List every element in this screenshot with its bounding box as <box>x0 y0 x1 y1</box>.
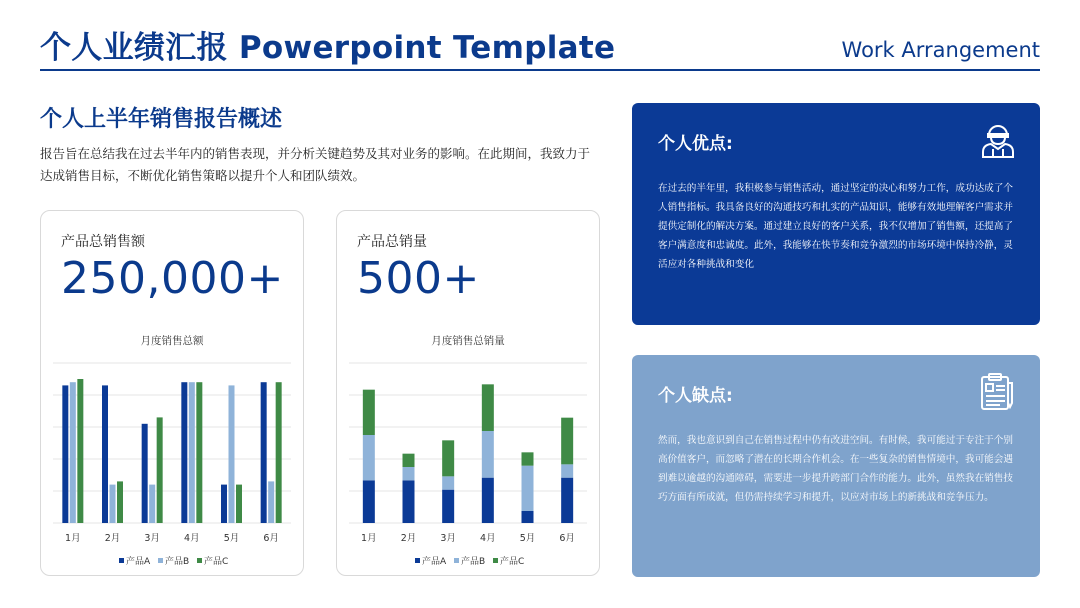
bar-产品B <box>363 435 375 480</box>
bar-产品A <box>181 382 187 523</box>
x-tick-label: 6月 <box>263 533 279 544</box>
bar-产品B <box>442 476 454 489</box>
legend-swatch <box>158 558 163 563</box>
x-tick-label: 2月 <box>400 533 417 544</box>
x-tick-label: 1月 <box>65 533 81 544</box>
x-tick-label: 2月 <box>104 533 121 544</box>
bar-产品A <box>482 478 494 523</box>
card-label: 产品总销量 <box>357 234 427 250</box>
bar-产品B <box>482 431 494 478</box>
page-title: 个人业绩汇报 Powerpoint Template <box>40 30 616 66</box>
legend-label: 产品C <box>204 557 229 567</box>
legend-label: 产品A <box>422 557 447 567</box>
legend-swatch <box>454 558 459 563</box>
legend-label: 产品A <box>126 557 151 567</box>
x-tick-label: 4月 <box>480 533 496 544</box>
panel-title: 个人优点: <box>658 134 733 154</box>
chart-title: 月度销售总额 <box>140 335 204 347</box>
legend-swatch <box>119 558 124 563</box>
bar-产品B <box>229 385 235 523</box>
bar-产品A <box>221 485 227 523</box>
bar-产品B <box>403 467 415 480</box>
panel-text: 然而，我也意识到自己在销售过程中仍有改进空间。有时候，我可能过于专注于个别高价值客户，而忽略了潜在的长期合作机会。在一些复杂的销售情境中，我可能会遇到难以逾越的沟通障碍，需要进一步提升跨部门合作的能力。此外，虽然我在销售技巧方面有所成就，但仍需持续学习和提升，以应对市场上的新挑战和竞争压力。 <box>658 435 1013 503</box>
bar-产品C <box>363 390 375 435</box>
x-tick-label: 3月 <box>440 533 456 544</box>
bar-产品A <box>142 424 148 523</box>
bar-产品A <box>363 480 375 523</box>
card-label: 产品总销售额 <box>61 234 145 250</box>
legend-label: 产品C <box>500 557 525 567</box>
bar-产品B <box>561 464 573 477</box>
bar-产品B <box>110 485 116 523</box>
bar-产品C <box>482 384 494 431</box>
bar-产品A <box>403 480 415 523</box>
chart-title: 月度销售总销量 <box>431 335 505 347</box>
card-value: 250,000+ <box>61 253 284 304</box>
legend-swatch <box>493 558 498 563</box>
x-tick-label: 3月 <box>144 533 160 544</box>
sales-volume-chart <box>337 351 599 575</box>
card-value: 500+ <box>357 253 480 304</box>
strengths-panel <box>632 103 1040 325</box>
legend-swatch <box>197 558 202 563</box>
bar-产品A <box>442 490 454 523</box>
header-divider <box>40 69 1040 71</box>
bar-产品C <box>442 440 454 476</box>
bar-产品A <box>62 385 68 523</box>
bar-产品A <box>261 382 267 523</box>
bar-产品C <box>196 382 202 523</box>
legend-label: 产品B <box>165 557 190 567</box>
summary-text: 报告旨在总结我在过去半年内的销售表现，并分析关键趋势及其对业务的影响。在此期间，我致力于达成销售目标，不断优化销售策略以提升个人和团队绩效。 <box>40 146 591 183</box>
bar-产品C <box>522 452 534 465</box>
legend-swatch <box>415 558 420 563</box>
summary-title: 个人上半年销售报告概述 <box>40 107 283 132</box>
clipboard-icon <box>978 371 1018 411</box>
bar-产品B <box>149 485 155 523</box>
bar-产品B <box>522 466 534 511</box>
x-tick-label: 5月 <box>223 533 240 544</box>
bar-产品C <box>403 454 415 467</box>
x-tick-label: 1月 <box>361 533 377 544</box>
bar-产品B <box>268 481 274 523</box>
bar-产品B <box>70 382 76 523</box>
bar-产品C <box>236 485 242 523</box>
bar-产品C <box>276 382 282 523</box>
sales-volume-card <box>336 210 600 576</box>
x-tick-label: 5月 <box>519 533 536 544</box>
bar-产品C <box>157 417 163 523</box>
bar-产品A <box>561 478 573 523</box>
panel-text: 在过去的半年里，我积极参与销售活动，通过坚定的决心和努力工作，成功达成了个人销售指标。我具备良好的沟通技巧和扎实的产品知识，能够有效地理解客户需求并提供定制化的解决方案。通过建立良好的客户关系，我不仅增加了销售额，还提高了客户满意度和忠诚度。此外，我能够在快节奏和竞争激烈的市场环境中保持冷静，灵活应对各种挑战和变化 <box>658 183 1013 270</box>
weaknesses-panel <box>632 355 1040 577</box>
worker-icon <box>978 119 1018 159</box>
panel-title: 个人缺点: <box>658 386 733 406</box>
bar-产品C <box>77 379 83 523</box>
bar-产品A <box>522 511 534 523</box>
x-tick-label: 4月 <box>184 533 200 544</box>
bar-产品A <box>102 385 108 523</box>
bar-产品C <box>117 481 123 523</box>
x-tick-label: 6月 <box>559 533 575 544</box>
sales-amount-chart <box>41 351 303 575</box>
section-subtitle: Work Arrangement <box>841 38 1040 62</box>
legend-label: 产品B <box>461 557 486 567</box>
sales-amount-card <box>40 210 304 576</box>
bar-产品B <box>189 382 195 523</box>
bar-产品C <box>561 418 573 465</box>
